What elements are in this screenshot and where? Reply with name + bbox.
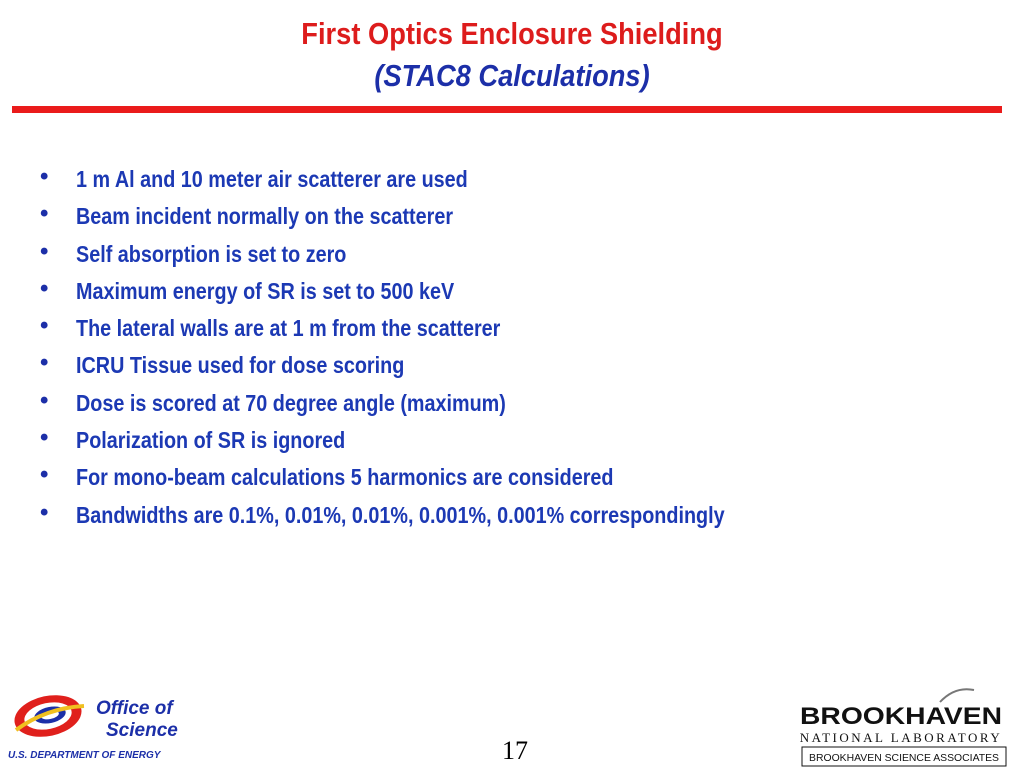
bullet-list xyxy=(40,162,1000,535)
bullet-text: Polarization of SR is ignored xyxy=(76,427,346,454)
list-item xyxy=(40,498,1000,535)
doe-logo-line2: Science xyxy=(106,720,178,741)
bullet-icon: • xyxy=(40,386,49,414)
bullet-text: The lateral walls are at 1 m from the scatterer xyxy=(76,315,501,342)
brookhaven-logo xyxy=(790,680,1012,768)
bullet-text: ICRU Tissue used for dose scoring xyxy=(76,352,405,379)
bullet-icon: • xyxy=(40,461,49,489)
bullet-icon: • xyxy=(40,498,49,526)
bullet-text: Bandwidths are 0.1%, 0.01%, 0.01%, 0.001%, 0.001% correspondingly xyxy=(76,501,725,528)
bullet-icon: • xyxy=(40,349,49,377)
bullet-icon: • xyxy=(40,200,49,228)
bullet-icon: • xyxy=(40,424,49,452)
bullet-text: For mono-beam calculations 5 harmonics are considered xyxy=(76,464,614,491)
bullet-text: Dose is scored at 70 degree angle (maximum) xyxy=(76,389,506,416)
page-number: 17 xyxy=(502,736,528,765)
list-item xyxy=(40,237,1000,274)
bnl-logo-sub: NATIONAL LABORATORY xyxy=(799,730,1003,745)
list-item xyxy=(40,199,1000,236)
slide-title: First Optics Enclosure Shielding xyxy=(301,16,723,51)
doe-logo-tagline: U.S. DEPARTMENT OF ENERGY xyxy=(8,750,161,761)
bullet-text: Self absorption is set to zero xyxy=(76,240,347,267)
bullet-text: Beam incident normally on the scatterer xyxy=(76,203,454,230)
bullet-text: Maximum energy of SR is set to 500 keV xyxy=(76,277,455,304)
list-item xyxy=(40,423,1000,460)
bullet-icon: • xyxy=(40,163,49,190)
bnl-associates: BROOKHAVEN SCIENCE ASSOCIATES xyxy=(809,753,1000,764)
title-divider xyxy=(12,106,1002,113)
slide-subtitle: (STAC8 Calculations) xyxy=(374,58,650,93)
list-item xyxy=(40,162,1000,199)
bnl-logo-name: BROOKHAVEN xyxy=(800,703,1002,730)
bullet-icon: • xyxy=(40,312,49,340)
doe-swirl-icon xyxy=(11,690,86,743)
list-item xyxy=(40,311,1000,348)
list-item xyxy=(40,274,1000,311)
bnl-arc-icon xyxy=(940,689,974,702)
doe-office-of-science-logo xyxy=(6,690,216,762)
doe-logo-line1: Office of xyxy=(96,698,173,719)
list-item xyxy=(40,386,1000,423)
list-item xyxy=(40,460,1000,497)
list-item xyxy=(40,348,1000,385)
bullet-icon: • xyxy=(40,237,49,265)
bullet-icon: • xyxy=(40,274,49,302)
bullet-text: 1 m Al and 10 meter air scatterer are used xyxy=(76,166,468,192)
